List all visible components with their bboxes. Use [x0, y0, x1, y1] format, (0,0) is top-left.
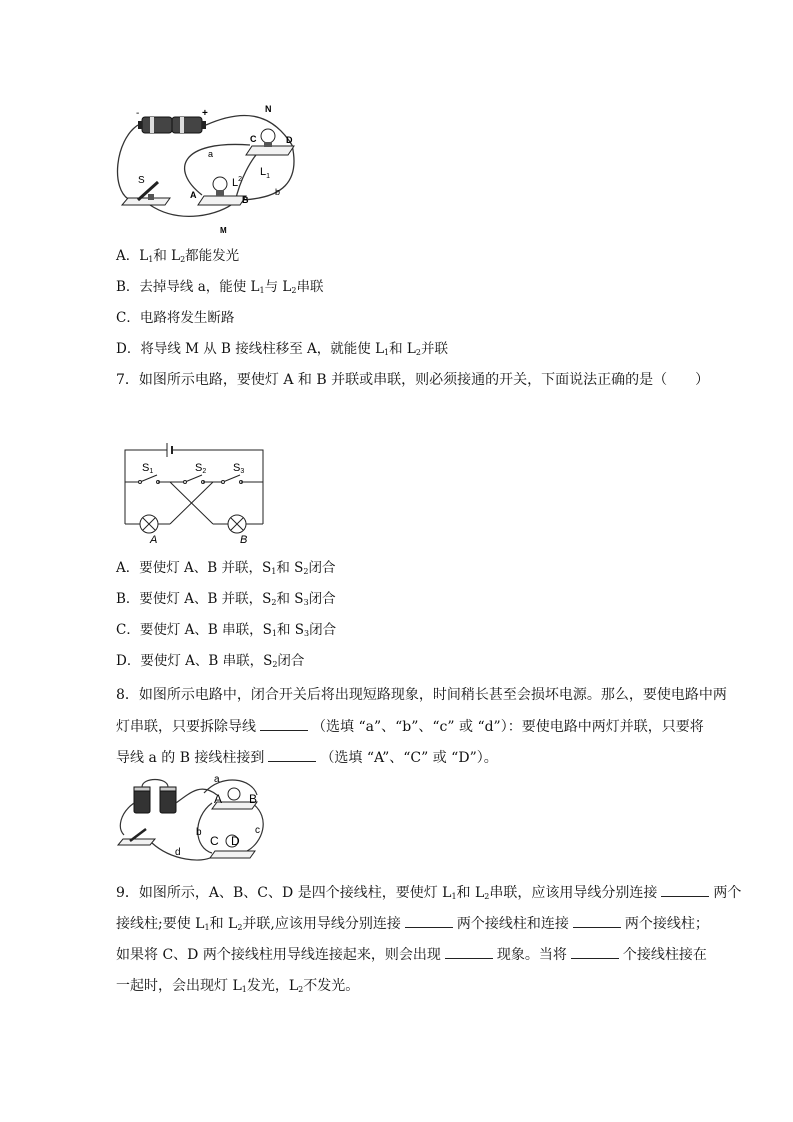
label-S1: S1 [142, 462, 154, 475]
wire-N [206, 115, 292, 145]
circuit-figure-q8 [112, 773, 282, 865]
question-9-line-2: 接线柱;要使 $L_1$和 $L_2$并联,应该用导线分别连接 两个接线柱和连接 两个接线柱； [116, 913, 709, 933]
label-lamp-B: B [240, 534, 248, 544]
answer-blank[interactable] [573, 913, 621, 928]
plus-label: + [202, 108, 208, 119]
question-8-line-1: 8．如图所示电路中，闭合开关后将出现短路现象，时间稍长甚至会损坏电源。那么，要使电路中两 [116, 687, 727, 703]
label-N: N [265, 104, 272, 114]
answer-blank[interactable] [445, 944, 493, 959]
wire [235, 148, 262, 202]
circuit-diagram-q7 [115, 432, 275, 544]
label-a: a [208, 149, 214, 159]
label-S3: S3 [233, 462, 245, 475]
battery-pack [138, 117, 206, 133]
question-8-line-3: 导线 a 的 B 接线柱接到 （选填 “A”、“C” 或 “D”）。 [116, 747, 498, 767]
lamp-A [140, 515, 158, 533]
switch [118, 829, 155, 845]
label-D: D [286, 135, 293, 145]
question-7-text: 7．如图所示电路，要使灯 A 和 B 并联或串联，则必须接通的开关，下面说法正确的是（ ） [116, 372, 710, 388]
q7-option-c[interactable]: C．要使灯 A、B 串联，$S_1$和 $S_3$闭合 [116, 622, 337, 638]
question-9-line-1: 9．如图所示，A、B、C、D 是四个接线柱，要使灯 $L_1$和 $L_2$串联，应该用导线分别连接 两个 [116, 882, 741, 902]
label-b: b [196, 827, 202, 838]
label-d: d [175, 847, 181, 858]
label-C: C [250, 134, 257, 144]
label-lamp-A: A [150, 534, 158, 544]
label-A: A [190, 190, 197, 200]
answer-blank[interactable] [405, 913, 453, 928]
battery-pair [134, 787, 176, 813]
q6-option-a[interactable]: A．$L_1$和 $L_2$都能发光 [116, 248, 240, 264]
label-S2: S2 [195, 462, 207, 475]
label-L1: $L_1$ [260, 166, 271, 180]
minus-label: - [136, 108, 140, 119]
label-b: b [275, 187, 281, 197]
label-C: C [210, 834, 219, 848]
label-L2: $L^2$ [232, 176, 243, 189]
q7-option-b[interactable]: B．要使灯 A、B 并联，$S_2$和 $S_3$闭合 [116, 591, 336, 607]
label-a: a [214, 774, 220, 785]
answer-blank[interactable] [661, 882, 709, 897]
label-B: B [249, 792, 258, 806]
answer-blank[interactable] [268, 747, 316, 762]
lamp-B [228, 515, 246, 533]
q6-option-c[interactable]: C．电路将发生断路 [116, 310, 235, 326]
label-M: M [220, 226, 227, 235]
label-S: S [138, 175, 145, 186]
q6-option-d[interactable]: D．将导线 M 从 B 接线柱移至 A，就能使 $L_1$和 $L_2$并联 [116, 341, 448, 357]
label-D: D [231, 834, 240, 848]
answer-blank[interactable] [260, 716, 308, 731]
label-c: c [255, 825, 260, 836]
wire [118, 125, 138, 200]
label-A: A [214, 792, 223, 806]
question-8-line-2: 灯串联，只要拆除导线 （选填 “a”、“b”、“c” 或 “d”）：要使电路中两灯并联，只要将 [116, 716, 704, 736]
q7-option-d[interactable]: D．要使灯 A、B 串联，$S_2$闭合 [116, 653, 305, 669]
switch-S [122, 182, 170, 205]
question-9-line-4: 一起时，会出现灯 $L_1$发光，$L_2$不发光。 [116, 978, 360, 994]
q6-option-b[interactable]: B．去掉导线 a，能使 $L_1$与 $L_2$串联 [116, 279, 324, 295]
question-9-line-3: 如果将 C、D 两个接线柱用导线连接起来，则会出现 现象。当将 个接线柱接在 [116, 944, 707, 964]
answer-blank[interactable] [571, 944, 619, 959]
circuit-figure-q6 [110, 100, 310, 235]
q7-option-a[interactable]: A．要使灯 A、B 并联，$S_1$和 $S_2$闭合 [116, 560, 336, 576]
label-B: B [242, 195, 249, 205]
